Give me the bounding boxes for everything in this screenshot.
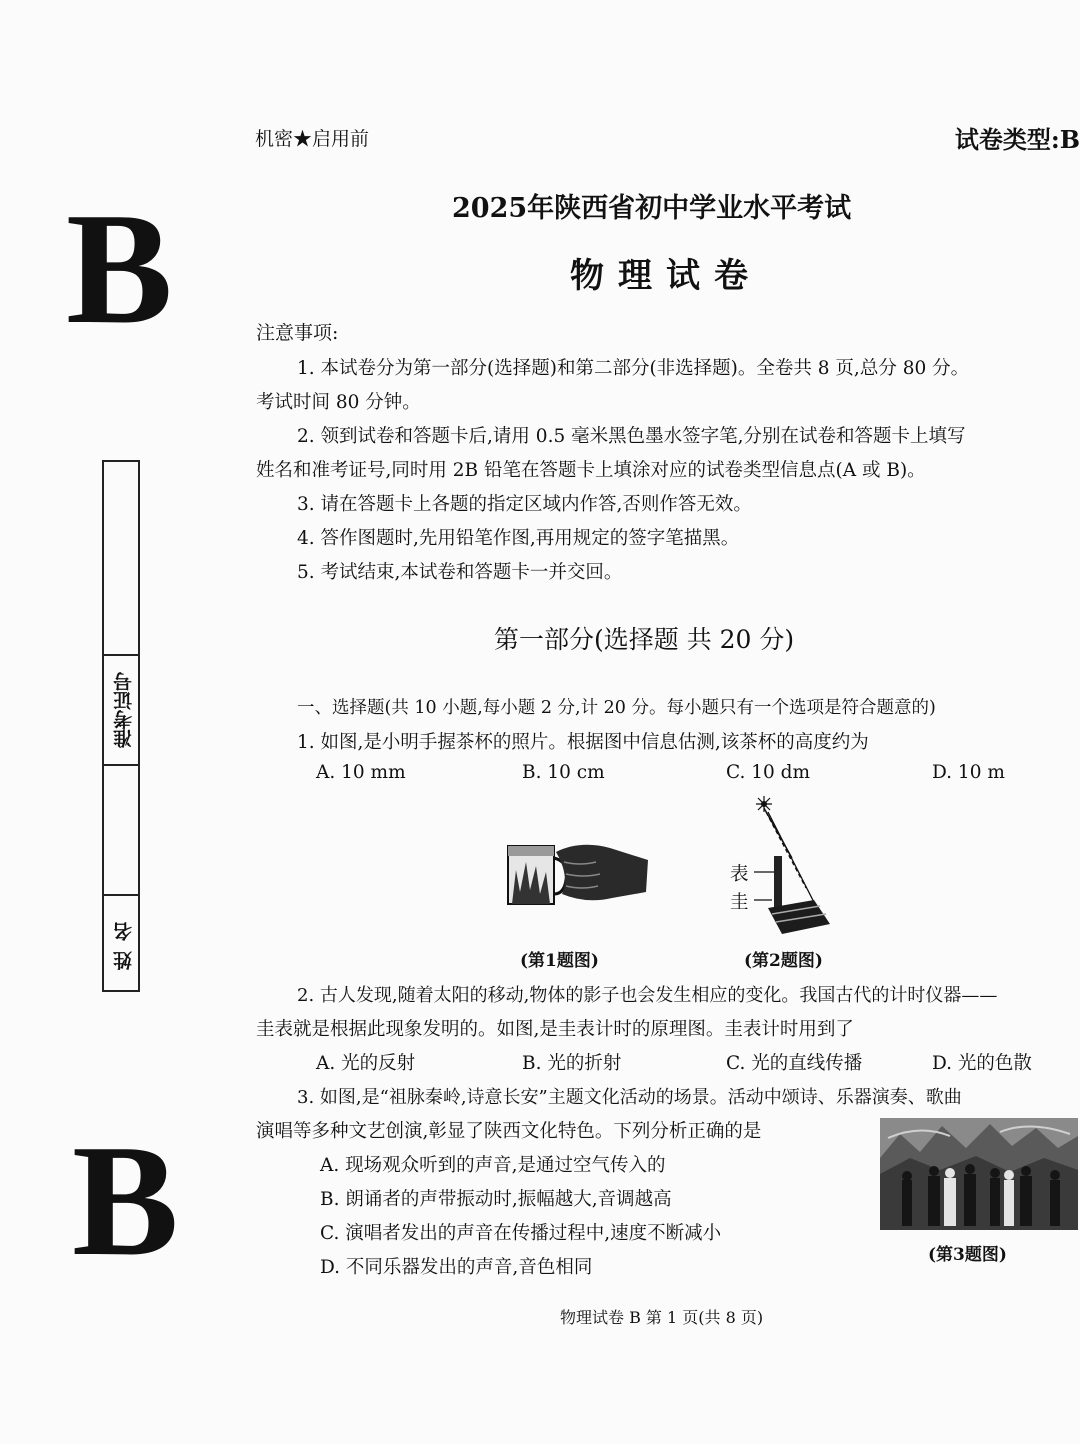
paper-type-letter-bottom: B [72, 1111, 179, 1289]
section-heading: 一、选择题(共 10 小题,每小题 2 分,计 20 分。每小题只有一个选项是符合题意的) [297, 698, 936, 718]
note-line: 考试时间 80 分钟。 [256, 392, 421, 413]
q2-option-c: C. 光的直线传播 [726, 1053, 863, 1074]
q1-option-b: B. 10 cm [522, 762, 605, 783]
page-footer: 物理试卷 B 第 1 页(共 8 页) [560, 1308, 764, 1327]
q2-option-b: B. 光的折射 [522, 1053, 622, 1074]
q2-option-d: D. 光的色散 [932, 1053, 1032, 1074]
note-line: 2. 领到试卷和答题卡后,请用 0.5 毫米黑色墨水签字笔,分别在试卷和答题卡上填写 [297, 426, 966, 447]
q3-option-d: D. 不同乐器发出的声音,音色相同 [320, 1257, 593, 1278]
figure-1-cup-in-hand [500, 832, 650, 912]
exam-id-label: 准考证号 [113, 672, 135, 748]
figure-3-caption: (第3题图) [928, 1245, 1007, 1265]
note-line: 4. 答作图题时,先用铅笔作图,再用规定的签字笔描黑。 [297, 528, 740, 549]
figure-3-performance-scene [880, 1118, 1078, 1230]
q1-option-c: C. 10 dm [726, 762, 811, 783]
q2-option-a: A. 光的反射 [316, 1053, 416, 1074]
name-label: 姓名 [113, 912, 135, 970]
q1-option-d: D. 10 m [932, 762, 1005, 783]
paper-type: 试卷类型:B [954, 125, 1080, 154]
note-line: 姓名和准考证号,同时用 2B 铅笔在答题卡上填涂对应的试卷类型信息点(A 或 B)。 [256, 460, 926, 481]
notes-heading: 注意事项: [256, 322, 339, 344]
candidate-info-panel [102, 460, 140, 992]
paper-type-letter-top: B [66, 179, 173, 357]
q3-option-b: B. 朗诵者的声带振动时,振幅越大,音调越高 [320, 1189, 672, 1210]
confidential-mark: 机密★启用前 [255, 128, 370, 150]
q3-option-a: A. 现场观众听到的声音,是通过空气传入的 [320, 1155, 666, 1176]
figure-2-label-gui: 圭 [730, 892, 749, 913]
question-3-stem-line1: 3. 如图,是“祖脉秦岭,诗意长安”主题文化活动的场景。活动中颂诗、乐器演奏、歌曲 [297, 1087, 962, 1108]
figure-2-label-biao: 表 [730, 864, 749, 885]
figure-1-caption: (第1题图) [520, 951, 599, 971]
figure-2-gnomon-diagram [748, 796, 838, 938]
note-line: 5. 考试结束,本试卷和答题卡一并交回。 [297, 562, 623, 583]
note-line: 3. 请在答题卡上各题的指定区域内作答,否则作答无效。 [297, 494, 752, 515]
question-2-stem-line2: 圭表就是根据此现象发明的。如图,是圭表计时的原理图。圭表计时用到了 [256, 1019, 854, 1040]
q1-option-a: A. 10 mm [316, 762, 406, 783]
question-2-stem-line1: 2. 古人发现,随着太阳的移动,物体的影子也会发生相应的变化。我国古代的计时仪器—— [297, 985, 998, 1006]
question-3-stem-line2: 演唱等多种文艺创演,彰显了陕西文化特色。下列分析正确的是 [256, 1121, 762, 1142]
question-1-stem: 1. 如图,是小明手握茶杯的照片。根据图中信息估测,该茶杯的高度约为 [297, 732, 869, 753]
exam-title: 2025年陕西省初中学业水平考试 [452, 193, 852, 224]
note-line: 1. 本试卷分为第一部分(选择题)和第二部分(非选择题)。全卷共 8 页,总分 80 分。 [297, 358, 970, 379]
subject-title: 物理试卷 [570, 256, 762, 296]
figure-2-caption: (第2题图) [744, 951, 823, 971]
part-one-title: 第一部分(选择题 共 20 分) [494, 625, 795, 654]
q3-option-c: C. 演唱者发出的声音在传播过程中,速度不断减小 [320, 1223, 722, 1244]
